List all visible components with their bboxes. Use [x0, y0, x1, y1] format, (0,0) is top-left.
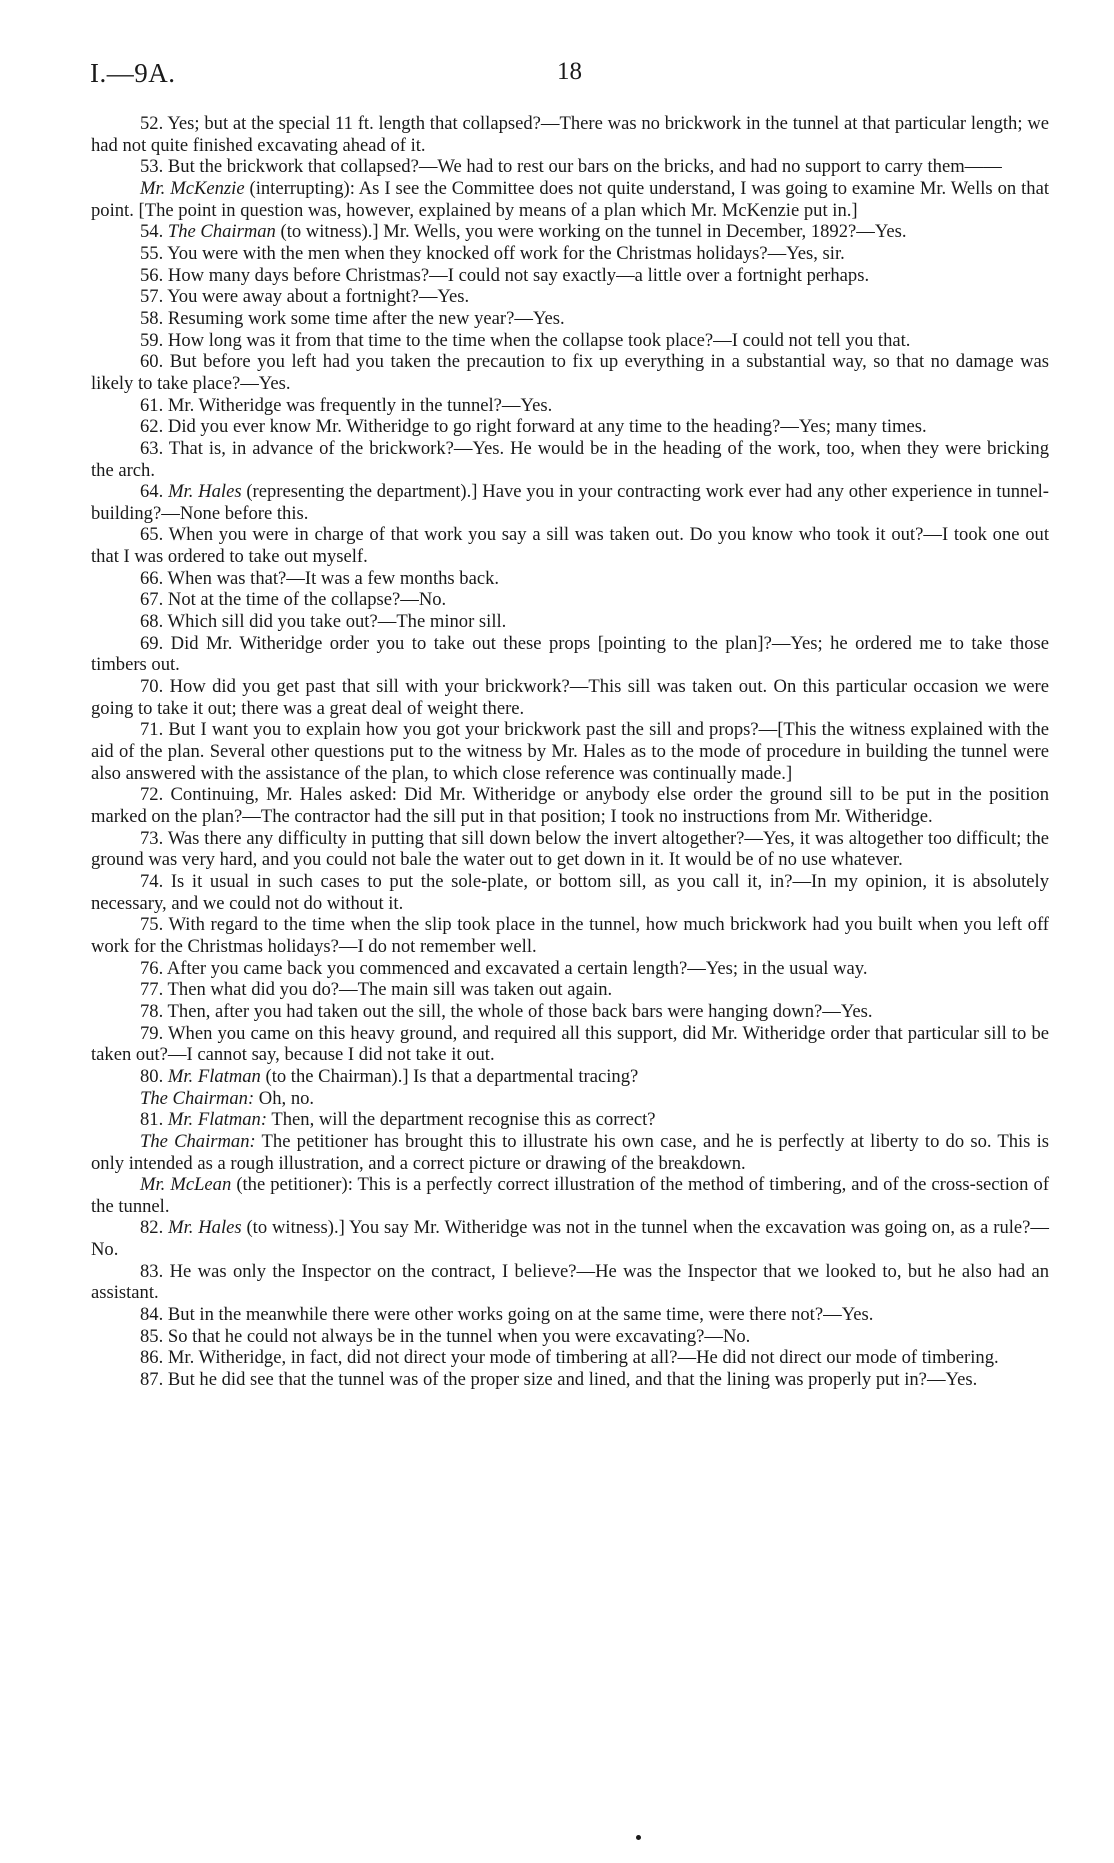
paragraph-text: 86. Mr. Witheridge, in fact, did not direct your mode of timbering at all?—He did not direct our mode of timbering. [140, 1347, 999, 1369]
paragraph-text: (to the Chairman).] Is that a departmental tracing? [260, 1065, 639, 1087]
paragraph-text: 79. When you came on this heavy ground, and required all this support, did Mr. Witheridge order that particular sill to be taken out?—I cannot say, because I did not take it out. [91, 1022, 1049, 1066]
paragraph-text: 75. With regard to the time when the slip took place in the tunnel, how much brickwork had you built when you left off work for the Christmas holidays?—I do not remember well. [91, 914, 1049, 957]
document-reference: I.—9A. [90, 58, 176, 88]
qa-paragraph [91, 1131, 1049, 1174]
paragraph-text: 66. When was that?—It was a few months back. [140, 567, 500, 589]
qa-paragraph [91, 221, 1049, 243]
paragraph-text: 56. How many days before Christmas?—I could not say exactly—a little over a fortnight perhaps. [140, 264, 870, 286]
qa-paragraph [91, 395, 1049, 417]
qa-paragraph [91, 871, 1049, 914]
qa-paragraph [91, 719, 1049, 784]
qa-paragraph [91, 265, 1049, 287]
paragraph-text: 77. Then what did you do?—The main sill was taken out again. [140, 979, 613, 1001]
qa-paragraph [91, 611, 1049, 633]
qa-paragraph [91, 438, 1049, 481]
paragraph-text: 53. But the brickwork that collapsed?—We had to rest our bars on the bricks, and had no support to carry them—— [140, 156, 1002, 178]
speaker-name: Mr. Hales [168, 481, 242, 503]
question-number: 82. [140, 1217, 169, 1239]
qa-paragraph [91, 1261, 1049, 1304]
paragraph-text: (to witness).] You say Mr. Witheridge was not in the tunnel when the excavation was going on, as a rule?—No. [91, 1217, 1050, 1261]
paragraph-text: 78. Then, after you had taken out the sill, the whole of those back bars were hanging down?—Yes. [140, 1000, 873, 1022]
qa-paragraph [91, 178, 1049, 221]
speaker-name: Mr. Flatman: [167, 1109, 268, 1131]
paragraph-text: 69. Did Mr. Witheridge order you to take out these props [pointing to the plan]?—Yes; he ordered me to take those timbers out. [91, 632, 1049, 676]
question-number: 80. [140, 1065, 168, 1087]
document-body [91, 113, 1049, 1391]
page-number: 18 [557, 58, 582, 85]
qa-paragraph [91, 156, 1049, 178]
qa-paragraph [91, 1369, 1049, 1391]
paragraph-text: 72. Continuing, Mr. Hales asked: Did Mr. Witheridge or anybody else order the ground sill to be put in the position marked on the plan?—The contractor had the sill put in that position; I took no instructions from Mr. Witheridge. [91, 784, 1049, 827]
qa-paragraph [91, 113, 1049, 156]
paragraph-text: 87. But he did see that the tunnel was of the proper size and lined, and that the lining was properly put in?—Yes. [140, 1369, 978, 1391]
question-number: 54. [140, 221, 168, 243]
speaker-name: Mr. McLean [140, 1174, 232, 1196]
paragraph-text: Then, will the department recognise this as correct? [267, 1109, 656, 1131]
qa-paragraph [91, 1347, 1049, 1369]
paragraph-text: 71. But I want you to explain how you got your brickwork past the sill and props?—[This the witness explained with the aid of the plan. Several other questions put to the witness by Mr. Hales as to the mode of procedure in building the tunnel were also answered with the assistance of the plan, to which close reference was continually made.] [91, 719, 1049, 784]
paragraph-text: 52. Yes; but at the special 11 ft. length that collapsed?—There was no brickwork in the tunnel at that particular length; we had not quite finished excavating ahead of it. [91, 113, 1049, 156]
paragraph-text: 74. Is it usual in such cases to put the sole-plate, or bottom sill, as you call it, in?—In my opinion, it is absolutely necessary, and we could not do without it. [91, 870, 1049, 914]
paragraph-text: 70. How did you get past that sill with your brickwork?—This sill was taken out. On this particular occasion we were going to take it out; there was a great deal of weight there. [91, 676, 1049, 719]
qa-paragraph [91, 308, 1049, 330]
paragraph-text: 67. Not at the time of the collapse?—No. [140, 589, 447, 611]
paragraph-text: 68. Which sill did you take out?—The minor sill. [140, 611, 507, 633]
paragraph-text: 60. But before you left had you taken the precaution to fix up everything in a substantial way, so that no damage was likely to take place?—Yes. [91, 351, 1049, 394]
qa-paragraph [91, 676, 1049, 719]
qa-paragraph [91, 979, 1049, 1001]
paragraph-text: 65. When you were in charge of that work you say a sill was taken out. Do you know who took it out?—I took one out that I was ordered to take out myself. [91, 524, 1049, 568]
bottom-mark [636, 1835, 641, 1840]
speaker-name: Mr. Flatman [167, 1065, 261, 1087]
qa-paragraph [91, 1174, 1049, 1217]
paragraph-text: 84. But in the meanwhile there were other works going on at the same time, were there not?—Yes. [140, 1304, 874, 1326]
qa-paragraph [91, 589, 1049, 611]
paragraph-text: 55. You were with the men when they knocked off work for the Christmas holidays?—Yes, sir. [140, 242, 845, 264]
paragraph-text: 59. How long was it from that time to the time when the collapse took place?—I could not tell you that. [140, 329, 911, 351]
qa-paragraph [91, 914, 1049, 957]
speaker-name: The Chairman [167, 221, 276, 243]
paragraph-text: (the petitioner): This is a perfectly correct illustration of the method of timbering, and of the cross-section of the tunnel. [91, 1174, 1050, 1217]
question-number: 64. [140, 481, 169, 503]
paragraph-text: 83. He was only the Inspector on the contract, I believe?—He was the Inspector that we looked to, but he also had an assistant. [91, 1260, 1049, 1304]
speaker-name: Mr. Hales [168, 1217, 242, 1239]
speaker-name: The Chairman: [140, 1087, 255, 1109]
qa-paragraph [91, 330, 1049, 352]
qa-paragraph [91, 1088, 1049, 1110]
qa-paragraph [91, 1304, 1049, 1326]
qa-paragraph [91, 524, 1049, 567]
qa-paragraph [91, 243, 1049, 265]
qa-paragraph [91, 481, 1049, 524]
qa-paragraph [91, 1066, 1049, 1088]
qa-paragraph [91, 633, 1049, 676]
paragraph-text: 61. Mr. Witheridge was frequently in the tunnel?—Yes. [140, 394, 553, 416]
qa-paragraph [91, 1109, 1049, 1131]
paragraph-text: 57. You were away about a fortnight?—Yes. [140, 286, 470, 308]
qa-paragraph [91, 828, 1049, 871]
qa-paragraph [91, 351, 1049, 394]
paragraph-text: (representing the department).] Have you in your contracting work ever had any other experience in tunnel-building?—None before this. [91, 481, 1050, 524]
qa-paragraph [91, 1326, 1049, 1348]
qa-paragraph [91, 1001, 1049, 1023]
qa-paragraph [91, 568, 1049, 590]
qa-paragraph [91, 416, 1049, 438]
paragraph-text: (to witness).] Mr. Wells, you were working on the tunnel in December, 1892?—Yes. [275, 221, 907, 243]
paragraph-text: 76. After you came back you commenced and excavated a certain length?—Yes; in the usual way. [140, 957, 868, 979]
question-number: 81. [140, 1109, 168, 1131]
page-header [90, 58, 1049, 92]
qa-paragraph [91, 1217, 1049, 1260]
paragraph-text: 62. Did you ever know Mr. Witheridge to go right forward at any time to the heading?—Yes; many times. [140, 416, 927, 438]
paragraph-text: The petitioner has brought this to illustrate his own case, and he is perfectly at liberty to do so. This is only intended as a rough illustration, and a correct picture or drawing of the breakdown. [91, 1130, 1050, 1174]
speaker-name: Mr. McKenzie [140, 177, 245, 199]
paragraph-text: 85. So that he could not always be in the tunnel when you were excavating?—No. [140, 1325, 751, 1347]
paragraph-text: 58. Resuming work some time after the new year?—Yes. [140, 307, 565, 329]
qa-paragraph [91, 784, 1049, 827]
paragraph-text: (interrupting): As I see the Committee does not quite understand, I was going to examine Mr. Wells on that point. [The point in question was, however, explained by means of a plan which Mr. McKenzie put in.] [91, 177, 1049, 221]
speaker-name: The Chairman: [140, 1130, 256, 1152]
qa-paragraph [91, 286, 1049, 308]
paragraph-text: Oh, no. [254, 1087, 315, 1109]
qa-paragraph [91, 1023, 1049, 1066]
paragraph-text: 63. That is, in advance of the brickwork?—Yes. He would be in the heading of the work, too, when they were bricking the arch. [91, 437, 1049, 481]
qa-paragraph [91, 958, 1049, 980]
paragraph-text: 73. Was there any difficulty in putting that sill down below the invert altogether?—Yes, it was altogether too difficult; the ground was very hard, and you could not bale the water out to get down in it. It would be of no use whatever. [91, 827, 1049, 871]
